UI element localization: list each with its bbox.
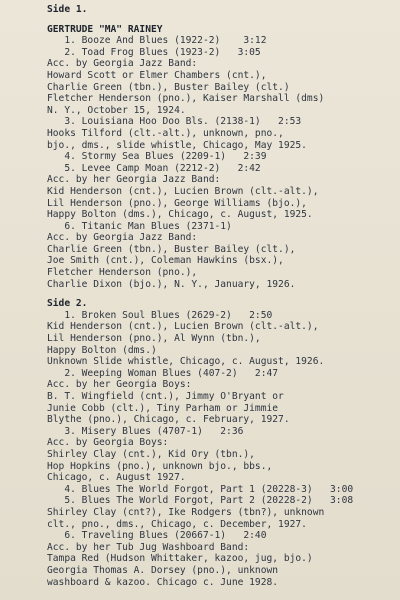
credit-line: washboard & kazoo. Chicago c. June 1928.	[47, 576, 279, 588]
side-2-title: Side 2.	[47, 298, 88, 310]
credit-line: clt., pno., dms., Chicago, c. December, 1927.	[47, 518, 307, 530]
credit-line: Acc. by her Tub Jug Washboard Band:	[47, 541, 250, 553]
credit-line: Acc. by her Georgia Jazz Band:	[47, 174, 221, 186]
track-line: 5. Levee Camp Moan (2212-2) 2:42	[47, 162, 261, 174]
credit-line: Chicago, c. August 1927.	[47, 472, 186, 484]
credit-line: Charlie Green (tbn.), Buster Bailey (clt.)	[47, 81, 290, 93]
credit-line: Tampa Red (Hudson Whittaker, kazoo, jug, bjo.)	[47, 553, 313, 565]
track-line: 4. Blues The World Forgot, Part 1 (20228-3) 3:00	[47, 483, 354, 495]
track-line: 1. Broken Soul Blues (2629-2) 2:50	[47, 309, 273, 321]
credit-line: Happy Bolton (dms.), Chicago, c. August, 1925.	[47, 209, 313, 221]
artist-name: GERTRUDE "MA" RAINEY	[47, 23, 163, 35]
credit-line: Lil Henderson (pno.), George Williams (bjo.),	[47, 197, 307, 209]
credit-line: Fletcher Henderson (pno.), Kaiser Marshall (dms)	[47, 93, 325, 105]
credit-line: Kid Henderson (cnt.), Lucien Brown (clt.-alt.),	[47, 321, 319, 333]
credit-line: Blythe (pno.), Chicago, c. February, 1927.	[47, 414, 290, 426]
track-line: 2. Toad Frog Blues (1923-2) 3:05	[47, 46, 261, 58]
track-line: 2. Weeping Woman Blues (407-2) 2:47	[47, 367, 279, 379]
side-1-title: Side 1.	[47, 4, 88, 15]
track-line: 6. Titanic Man Blues (2371-1)	[47, 220, 232, 232]
credit-line: Acc. by Georgia Boys:	[47, 437, 169, 449]
credit-line: Joe Smith (cnt.), Coleman Hawkins (bsx.),	[47, 255, 284, 267]
credit-line: B. T. Wingfield (cnt.), Jimmy O'Bryant or	[47, 391, 284, 402]
credit-line: Charlie Green (tbn.), Buster Bailey (clt.),	[47, 243, 296, 255]
credit-line: bjo., dms., slide whistle, Chicago, May 1925.	[47, 139, 307, 151]
credit-line: Fletcher Henderson (pno.),	[47, 267, 198, 279]
credit-line: Howard Scott or Elmer Chambers (cnt.),	[47, 69, 267, 81]
track-line: 4. Stormy Sea Blues (2209-1) 2:39	[47, 151, 267, 163]
credit-line: Unknown Slide whistle, Chicago, c. August, 1926.	[47, 356, 325, 368]
credit-line: Charlie Dixon (bjo.), N. Y., January, 1926.	[47, 278, 296, 290]
credit-line: Shirley Clay (cnt?), Ike Rodgers (tbn?), unknown	[47, 506, 325, 518]
track-line: 1. Booze And Blues (1922-2) 3:12	[47, 35, 267, 47]
track-line: 6. Traveling Blues (20667-1) 2:40	[47, 530, 267, 542]
credit-line: Lil Henderson (pno.), Al Wynn (tbn.),	[47, 333, 261, 345]
track-line: 5. Blues The World Forgot, Part 2 (20228-2) 3:08	[47, 495, 354, 507]
credit-line: N. Y., October 15, 1924.	[47, 104, 186, 116]
credit-line: Shirley Clay (cnt.), Kid Ory (tbn.),	[47, 448, 255, 460]
credit-line: Junie Cobb (clt.), Tiny Parham or Jimmie	[47, 402, 279, 414]
credit-line: Georgia Thomas A. Dorsey (pno.), unknown	[47, 564, 279, 576]
credit-line: Acc. by her Georgia Boys:	[47, 379, 192, 391]
credit-line: Acc. by Georgia Jazz Band:	[47, 58, 198, 70]
track-line: 3. Louisiana Hoo Doo Bls. (2138-1) 2:53	[47, 116, 302, 128]
track-line: 3. Misery Blues (4707-1) 2:36	[47, 425, 244, 437]
credit-line: Hop Hopkins (pno.), unknown bjo., bbs.,	[47, 460, 273, 472]
spacer	[47, 16, 396, 24]
credit-line: Kid Henderson (cnt.), Lucien Brown (clt.-alt.),	[47, 185, 319, 197]
credit-line: Hooks Tilford (clt.-alt.), unknown, pno.,	[47, 127, 284, 139]
credit-line: Happy Bolton (dms.)	[47, 344, 157, 356]
credit-line: Acc. by Georgia Jazz Band:	[47, 232, 198, 244]
spacer	[47, 290, 396, 298]
